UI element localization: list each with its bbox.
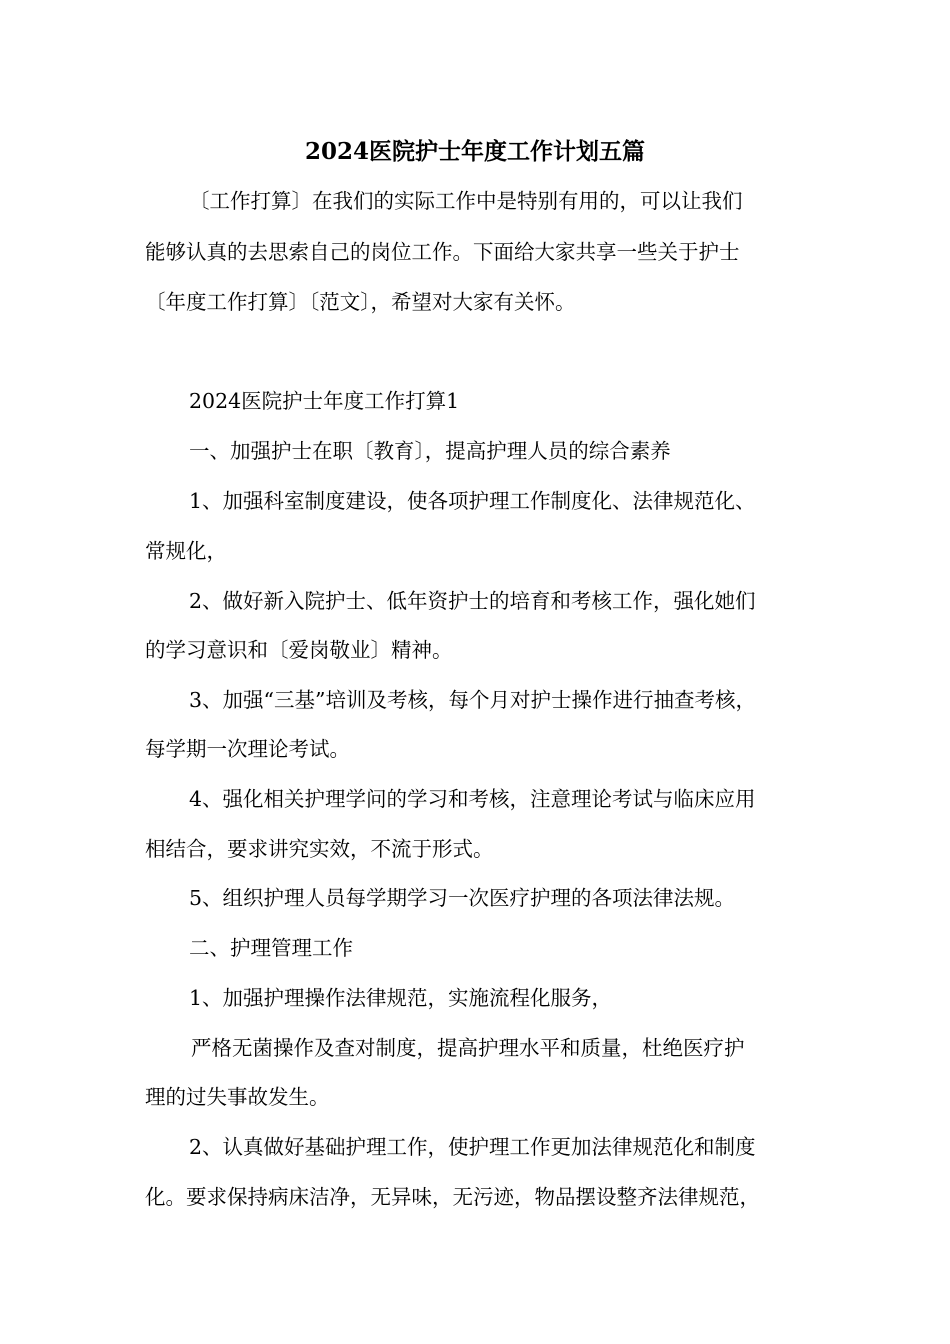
paragraph-line: 5、组织护理人员每学期学习一次医疗护理的各项法律法规。 bbox=[189, 886, 736, 910]
section-heading: 2024医院护士年度工作打算1 bbox=[189, 389, 460, 413]
section-heading: 二、护理管理工作 bbox=[189, 936, 353, 960]
paragraph-line: 2、认真做好基础护理工作，使护理工作更加法律规范化和制度 bbox=[189, 1135, 756, 1159]
document-title: 2024医院护士年度工作计划五篇 bbox=[304, 138, 645, 165]
section-heading: 一、加强护士在职〔教育〕，提高护理人员的综合素养 bbox=[189, 439, 671, 463]
paragraph-line: 3、加强“三基”培训及考核，每个月对护士操作进行抽查考核， bbox=[189, 688, 757, 712]
paragraph-line: 化。要求保持病床洁净，无异味，无污迹，物品摆设整齐法律规范， bbox=[145, 1185, 760, 1209]
paragraph-line: 理的过失事故发生。 bbox=[145, 1085, 330, 1109]
paragraph-line: 〔年度工作打算〕〔范文〕，希望对大家有关怀。 bbox=[145, 290, 576, 314]
paragraph-line: 常规化， bbox=[145, 539, 227, 563]
paragraph-line: 1、加强科室制度建设，使各项护理工作制度化、法律规范化、 bbox=[189, 489, 756, 513]
paragraph-line: 1、加强护理操作法律规范，实施流程化服务， bbox=[189, 986, 613, 1010]
paragraph-line: 的学习意识和〔爱岗敬业〕精神。 bbox=[145, 638, 453, 662]
paragraph-line: 每学期一次理论考试。 bbox=[145, 737, 350, 761]
paragraph-line: 严格无菌操作及查对制度，提高护理水平和质量，杜绝医疗护 bbox=[191, 1036, 745, 1060]
paragraph-line: 能够认真的去思索自己的岗位工作。下面给大家共享一些关于护士 bbox=[145, 240, 740, 264]
paragraph-line: 4、强化相关护理学问的学习和考核，注意理论考试与临床应用 bbox=[189, 787, 756, 811]
paragraph-line: 相结合，要求讲究实效，不流于形式。 bbox=[145, 837, 494, 861]
paragraph-line: 〔工作打算〕在我们的实际工作中是特别有用的，可以让我们 bbox=[189, 189, 743, 213]
paragraph-line: 2、做好新入院护士、低年资护士的培育和考核工作，强化她们 bbox=[189, 589, 756, 613]
